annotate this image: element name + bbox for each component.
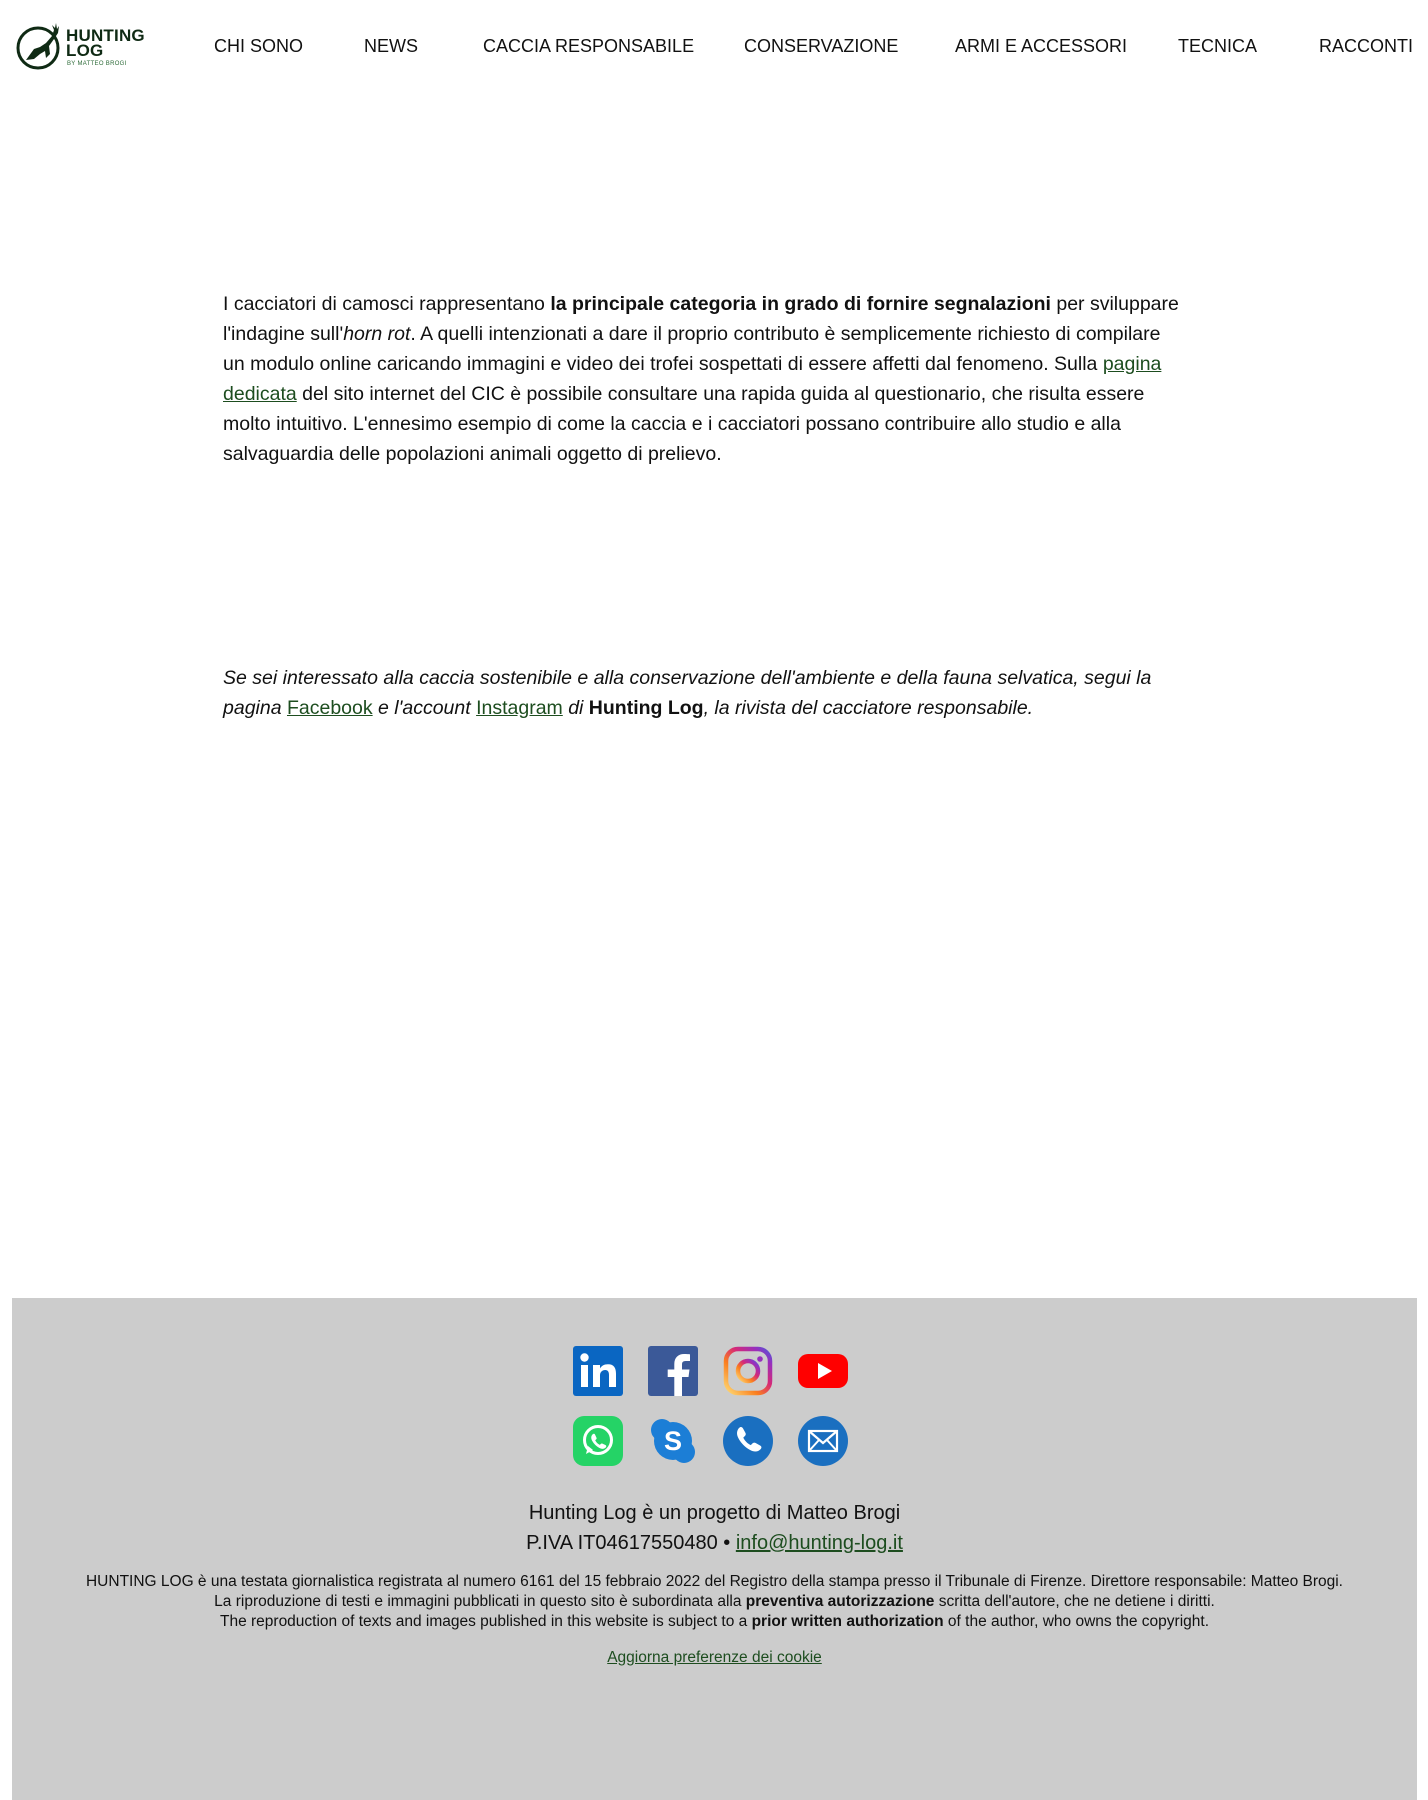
facebook-icon[interactable]	[648, 1346, 698, 1396]
bold-text: prior written authorization	[751, 1613, 944, 1630]
legal-notice	[12, 1572, 1417, 1632]
project-credit: Hunting Log è un progetto di Matteo Brogi	[528, 1502, 901, 1524]
text-segment: of the author, who owns the copyright.	[943, 1613, 1210, 1630]
nav-news[interactable]: NEWS	[364, 36, 418, 56]
text-segment: per sviluppare l'indagine sull'	[223, 293, 1179, 345]
bold-text: la principale categoria in grado di fornire segnalazioni	[550, 293, 1051, 315]
text-segment: del sito internet del CIC è possibile consultare una rapida guida al questionario, che risulta essere molto intuitivo. L'ennesimo esempio di come la caccia e i cacciatori possano contribuire allo studio e alla salvaguardia delle popolazioni animali oggetto di prelievo.	[223, 383, 1145, 465]
nav-caccia-responsabile[interactable]: CACCIA RESPONSABILE	[483, 36, 695, 56]
text-segment: di	[562, 697, 589, 719]
svg-text:S: S	[663, 1426, 683, 1456]
logo-line2: LOG	[66, 41, 104, 60]
instagram-icon[interactable]	[723, 1346, 773, 1396]
facebook-link[interactable]: Facebook	[286, 697, 373, 719]
skype-icon[interactable]	[648, 1416, 698, 1466]
brand-name: Hunting Log	[588, 697, 704, 719]
logo-line1: HUNTING	[66, 26, 145, 45]
logo-wordmark	[66, 28, 145, 58]
cookie-preferences	[12, 1648, 1417, 1668]
text-segment: La riproduzione di testi e immagini pubblicati in questo sito è subordinata alla	[214, 1593, 746, 1610]
social-links	[12, 1346, 1417, 1396]
text-segment: , la rivista del cacciatore responsabile.	[703, 697, 1034, 719]
vat-and-email	[12, 1530, 1417, 1556]
pagina-dedicata-link[interactable]: pagina dedicata	[223, 353, 1162, 405]
nav-chi-sono[interactable]: CHI SONO	[214, 36, 304, 56]
follow-paragraph	[223, 663, 1183, 723]
legal-line	[12, 1612, 1417, 1632]
email-icon[interactable]	[798, 1416, 848, 1466]
legal-line: HUNTING LOG è una testata giornalistica registrata al numero 6161 del 15 febbraio 2022 del Registro della stampa presso il Tribunale di Firenze. Direttore responsabile: Matteo Brogi.	[85, 1573, 1343, 1590]
text-segment: The reproduction of texts and images published in this website is subject to a	[219, 1613, 752, 1630]
site-header	[0, 0, 1428, 92]
cookie-preferences-link[interactable]: Aggiorna preferenze dei cookie	[607, 1649, 822, 1666]
deer-logo-icon	[16, 16, 66, 74]
phone-icon[interactable]	[723, 1416, 773, 1466]
linkedin-icon[interactable]	[573, 1346, 623, 1396]
text-segment: I cacciatori di camosci rappresentano	[223, 293, 551, 315]
italic-text: horn rot	[343, 323, 411, 345]
bold-text: preventiva autorizzazione	[745, 1593, 935, 1610]
nav-racconti[interactable]: RACCONTI	[1319, 36, 1413, 56]
whatsapp-icon[interactable]	[573, 1416, 623, 1466]
logo-subtitle: BY MATTEO BROGI	[67, 61, 127, 67]
youtube-icon[interactable]	[798, 1346, 848, 1396]
contact-links	[12, 1416, 1417, 1466]
nav-armi-e-accessori[interactable]: ARMI E ACCESSORI	[955, 36, 1128, 56]
legal-line	[12, 1592, 1417, 1612]
text-segment: scritta dell'autore, che ne detiene i diritti.	[934, 1593, 1215, 1610]
instagram-link[interactable]: Instagram	[476, 697, 563, 719]
article-paragraph	[223, 289, 1183, 469]
text-segment: Se sei interessato alla caccia sostenibile e alla conservazione dell'ambiente e della fauna selvatica, segui la pagina	[223, 667, 1152, 719]
text-segment: e l'account	[372, 697, 477, 719]
vat-number: P.IVA IT04617550480 •	[526, 1532, 736, 1554]
nav-tecnica[interactable]: TECNICA	[1178, 36, 1258, 56]
email-link[interactable]: info@hunting-log.it	[735, 1532, 903, 1554]
site-logo[interactable]	[16, 16, 151, 74]
nav-conservazione[interactable]: CONSERVAZIONE	[744, 36, 899, 56]
site-footer	[12, 1298, 1417, 1800]
text-segment: . A quelli intenzionati a dare il proprio contributo è semplicemente richiesto di compilare un modulo online caricando immagini e video dei trofei sospettati di essere affetti dal fenomeno. Sulla	[223, 323, 1161, 375]
article-body	[223, 289, 1183, 469]
